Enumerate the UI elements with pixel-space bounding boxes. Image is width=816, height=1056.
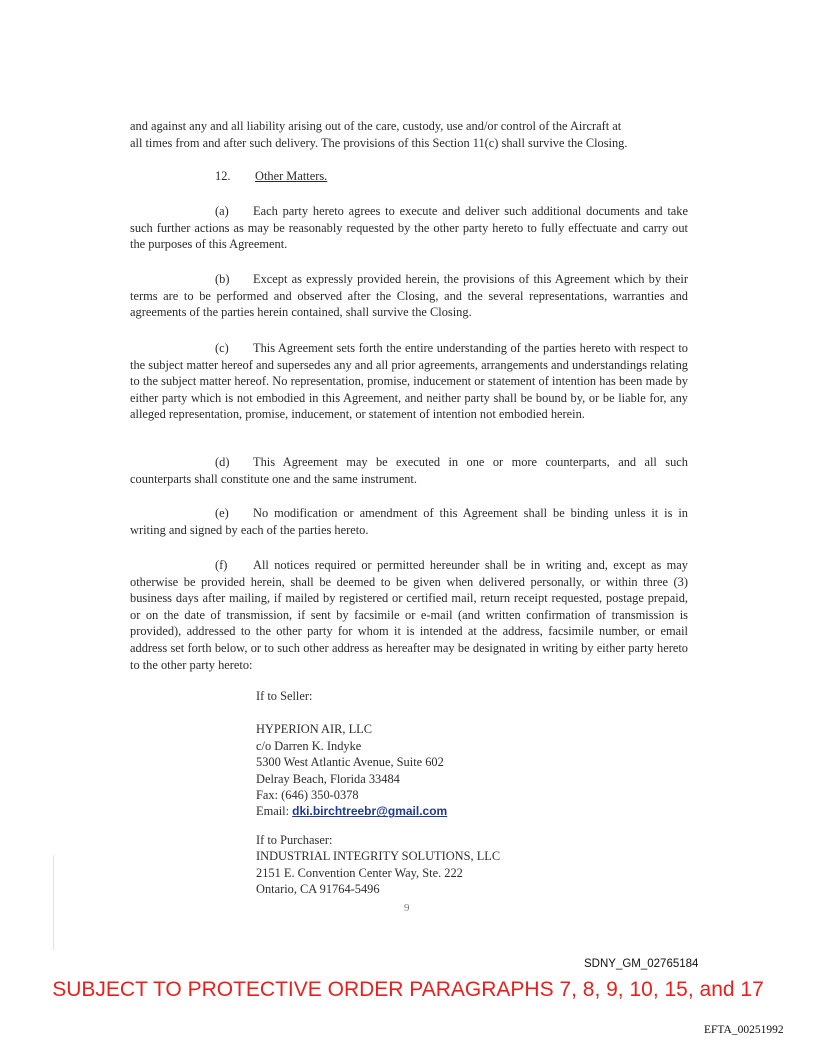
section-number: 12. [215, 169, 231, 183]
seller-street: 5300 West Atlantic Avenue, Suite 602 [256, 755, 444, 770]
paragraph-a-text: Each party hereto agrees to execute and deliver such additional documents and take such further actions as may be reasonably requested by the other party hereto to fully effectuate and carry out the purposes of this Agreement. [130, 204, 688, 252]
protective-order-banner: SUBJECT TO PROTECTIVE ORDER PARAGRAPHS 7, 8, 9, 10, 15, and 17 [52, 978, 764, 1001]
seller-email-link[interactable]: dki.birchtreebr@gmail.com [292, 804, 448, 819]
paragraph-c-label: (c) [215, 341, 229, 355]
paragraph-a [130, 203, 688, 253]
bates-number: SDNY_GM_02765184 [584, 958, 699, 970]
section-heading [215, 169, 327, 184]
continuation-line-2: all times from and after such delivery. The provisions of this Section 11(c) shall survive the Closing. [130, 135, 628, 150]
paragraph-d-label: (d) [215, 455, 230, 469]
paragraph-d-text: This Agreement may be executed in one or more counterparts, and all such counterparts shall constitute one and the same instrument. [130, 455, 688, 486]
paragraph-c-text: This Agreement sets forth the entire understanding of the parties hereto with respect to the subject matter hereof and supersedes any and all prior agreements, arrangements and understandings relating to the subject matter hereof. No representation, promise, inducement or statement of intention has been made by either party which is not embodied in this Agreement, and neither party shall be bound by, or be liable for, any alleged representation, promise, inducement, or statement of intention not embodied herein. [130, 341, 688, 422]
seller-care-of: c/o Darren K. Indyke [256, 738, 362, 753]
purchaser-street: 2151 E. Convention Center Way, Ste. 222 [256, 865, 463, 880]
paragraph-b-text: Except as expressly provided herein, the provisions of this Agreement which by their terms are to be performed and observed after the Closing, and the several representations, warranties and agreements of the parties herein contained, shall survive the Closing. [130, 272, 688, 320]
seller-name: HYPERION AIR, LLC [256, 722, 372, 737]
section-title: Other Matters. [255, 169, 328, 183]
purchaser-heading: If to Purchaser: [256, 833, 333, 847]
scan-edge-mark [53, 855, 54, 950]
seller-city: Delray Beach, Florida 33484 [256, 771, 400, 786]
paragraph-b [130, 271, 688, 321]
continuation-line-1: and against any and all liability arising out of the care, custody, use and/or control of the Aircraft at [130, 119, 622, 133]
purchaser-city: Ontario, CA 91764-5496 [256, 882, 380, 897]
paragraph-e [130, 505, 688, 538]
seller-email-line [256, 803, 447, 819]
seller-email-label: Email: [256, 804, 293, 819]
paragraph-e-label: (e) [215, 506, 229, 520]
page-number: 9 [404, 902, 410, 914]
seller-fax: Fax: (646) 350-0378 [256, 788, 359, 803]
paragraph-e-text: No modification or amendment of this Agreement shall be binding unless it is in writing and signed by each of the parties hereto. [130, 506, 688, 537]
paragraph-f-label: (f) [215, 558, 228, 572]
continuation-paragraph [130, 118, 688, 151]
seller-address-block [256, 688, 447, 820]
purchaser-name: INDUSTRIAL INTEGRITY SOLUTIONS, LLC [256, 849, 501, 864]
paragraph-d [130, 454, 688, 487]
paragraph-c [130, 340, 688, 423]
efta-number: EFTA_00251992 [704, 1024, 784, 1036]
purchaser-address-block [256, 832, 500, 898]
seller-heading: If to Seller: [256, 689, 313, 703]
paragraph-a-label: (a) [215, 204, 229, 218]
paragraph-f-text: All notices required or permitted hereunder shall be in writing and, except as may otherwise be provided herein, shall be deemed to be given when delivered personally, or within three (3) business days after mailing, if mailed by registered or certified mail, return receipt requested, postage prepaid, or on the date of transmission, if sent by facsimile or e-mail (and written confirmation of transmission is provided), addressed to the other party for whom it is intended at the address, facsimile number, or email address set forth below, or to such other address as hereafter may be designated in writing by either party hereto to the other party hereto: [130, 558, 688, 672]
paragraph-f [130, 557, 688, 673]
paragraph-b-label: (b) [215, 272, 230, 286]
